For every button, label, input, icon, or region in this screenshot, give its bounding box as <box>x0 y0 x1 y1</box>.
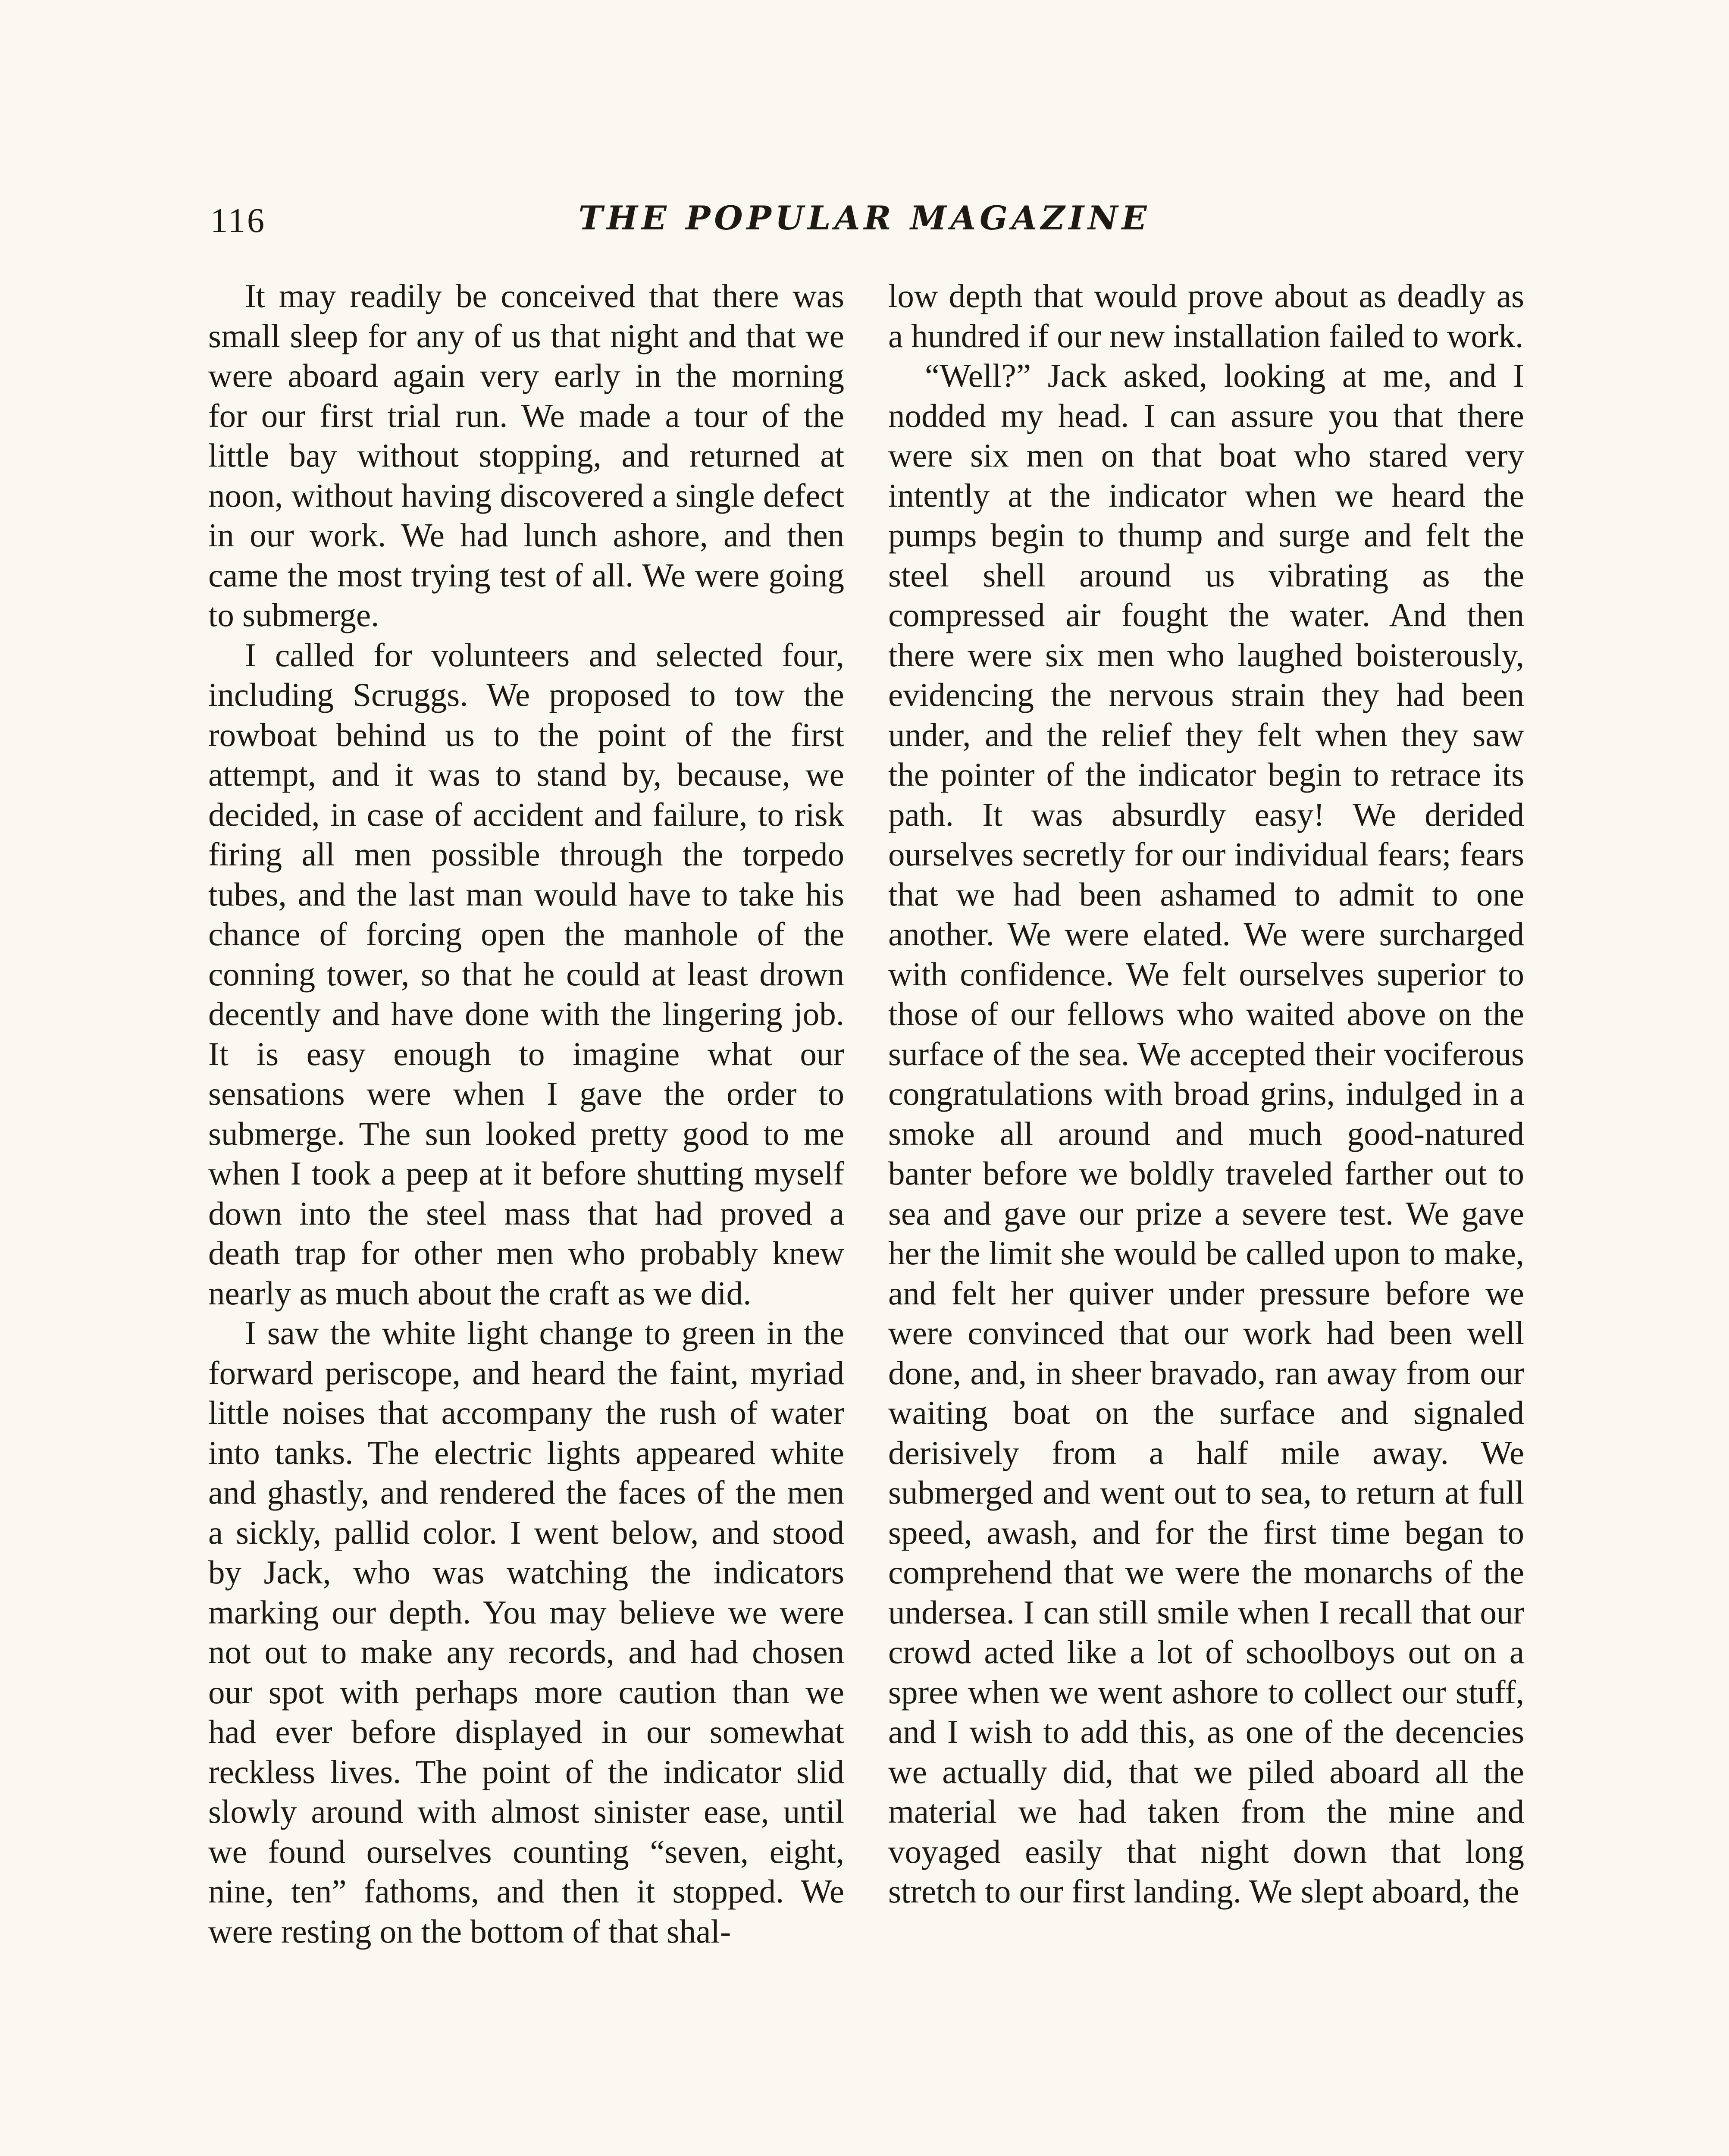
paragraph-continuation: low depth that would prove about as deadly as a hundred if our new installation failed to work. <box>888 277 1524 354</box>
paragraph: I saw the white light change to green in the forward periscope, and heard the faint, myriad little noises that accompany the rush of water into tanks. The electric lights appeared white and ghastly, and rendered the faces of the men a sickly, pallid color. I went below, and stood by Jack, who was watching the indicators marking our depth. You may believe we were not out to make any records, and had chosen our spot with perhaps more caution than we had ever before displayed in our somewhat reckless lives. The point of the indicator slid slowly around with almost sinister ease, until we found ourselves counting “seven, eight, nine, ten” fathoms, and then it stopped. We were resting on the bottom of that shal- <box>208 1314 844 1950</box>
paragraph: I called for volunteers and selected four, including Scruggs. We proposed to tow the rowboat behind us to the point of the first attempt, and it was to stand by, because, we decided, in case of accident and failure, to risk firing all men possible through the torpedo tubes, and the last man would have to take his chance of forcing open the manhole of the conning tower, so that he could at least drown decently and have done with the lingering job. It is easy enough to imagine what our sensations were when I gave the order to submerge. The sun looked pretty good to me when I took a peep at it before shutting myself down into the steel mass that had proved a death trap for other men who probably knew nearly as much about the craft as we did. <box>208 636 844 1312</box>
right-column <box>888 276 1524 2156</box>
page-number: 116 <box>210 202 266 240</box>
running-title: THE POPULAR MAGAZINE <box>578 199 1151 237</box>
paragraph: It may readily be conceived that there was small sleep for any of us that night and that we were aboard again very early in the morning for our first trial run. We made a tour of the little bay without stopping, and returned at noon, without having discovered a single defect in our work. We had lunch ashore, and then came the most trying test of all. We were going to submerge. <box>208 277 844 633</box>
page-header <box>185 193 1544 249</box>
paragraph: “Well?” Jack asked, looking at me, and I nodded my head. I can assure you that there were six men on that boat who stared very intently at the indicator when we heard the pumps begin to thump and surge and felt the steel shell around us vibrating as the compressed air fought the water. And then there were six men who laughed boisterously, evidencing the nervous strain they had been under, and the relief they felt when they saw the pointer of the indicator begin to retrace its path. It was absurdly easy! We derided ourselves secretly for our individual fears; fears that we had been ashamed to admit to one another. We were elated. We were surcharged with confidence. We felt ourselves superior to those of our fellows who waited above on the surface of the sea. We accepted their vociferous congratulations with broad grins, indulged in a smoke all around and much good-natured banter before we boldly traveled farther out to sea and gave our prize a severe test. We gave her the limit she would be called upon to make, and felt her quiver under pressure before we were convinced that our work had been well done, and, in sheer bravado, ran away from our waiting boat on the surface and signaled derisively from a half mile away. We submerged and went out to sea, to return at full speed, awash, and for the first time began to comprehend that we were the monarchs of the undersea. I can still smile when I recall that our crowd acted like a lot of schoolboys out on a spree when we went ashore to collect our stuff, and I wish to add this, as one of the decencies we actually did, that we piled aboard all the material we had taken from the mine and voyaged easily that night down that long stretch to our first landing. We slept aboard, the <box>888 357 1524 1910</box>
left-column <box>208 276 844 2156</box>
